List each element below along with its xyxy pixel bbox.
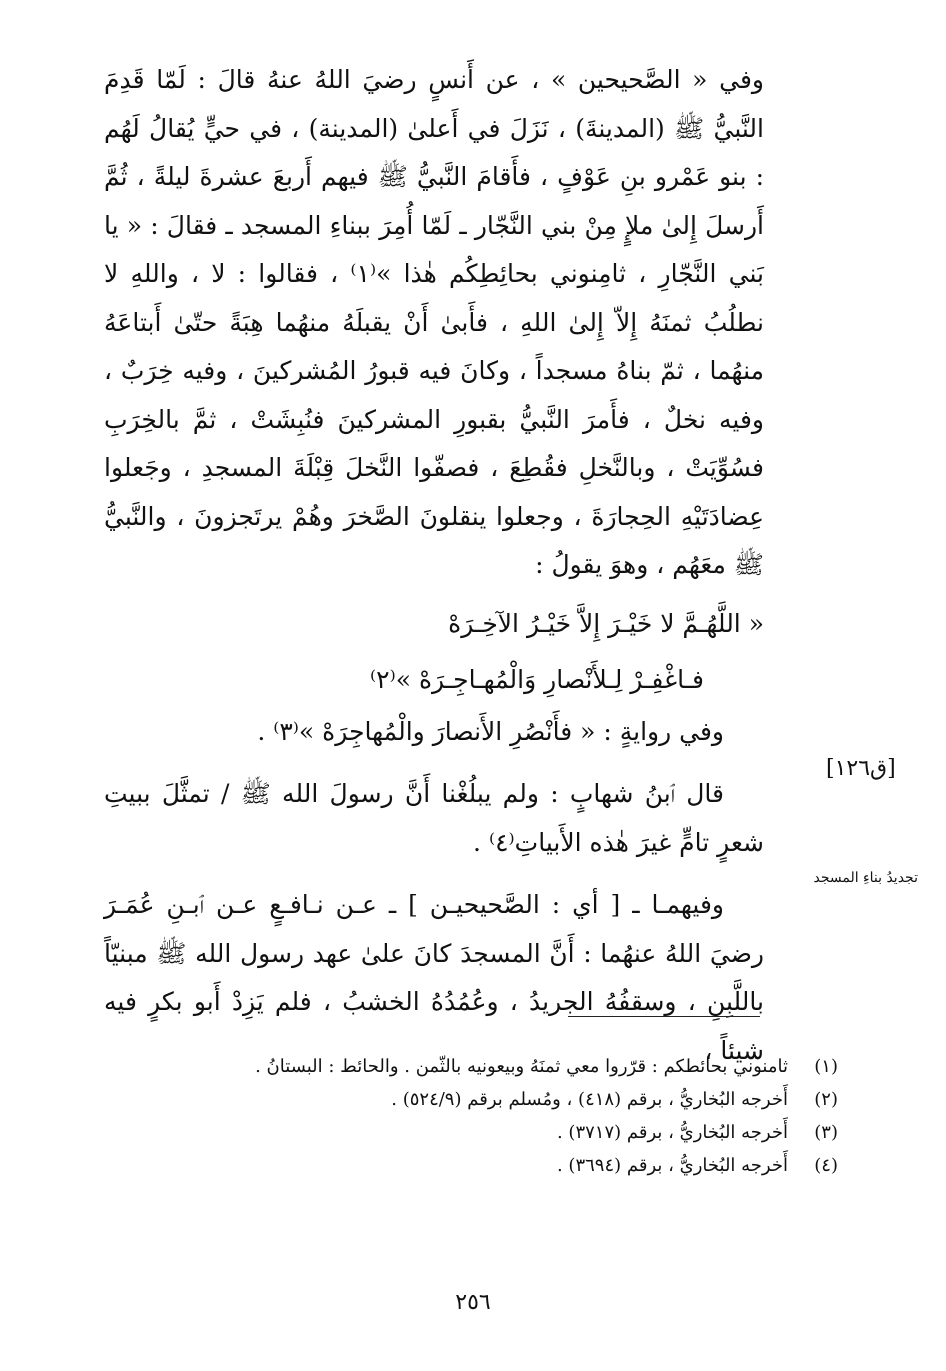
verse [104, 596, 764, 708]
footnote [158, 1116, 838, 1149]
footnote [158, 1050, 838, 1083]
verse-line-1: « اللَّهُـمَّ لا خَيْـرَ إِلاَّ خَيْـرُ الآخِـرَهْ [448, 608, 764, 638]
paragraph-anas: وفي « الصَّحيحين » ، عن أَنسٍ رضيَ اللهُ عنهُ قالَ : لَمّا قَدِمَ النَّبيُّ ﷺ (المدينةَ) ، نَزَلَ في أَعلىٰ (المدينة) ، في حيٍّ يُقالُ لَهُم : بنو عَمْرو بنِ عَوْفٍ ، فأَقامَ النَّبيُّ ﷺ فيهم أَربعَ عشرةَ ليلةً ، ثُمَّ أَرسلَ إِلىٰ ملإٍ مِنْ بني النَّجّار ـ لَمّا أُمِرَ ببناءِ المسجد ـ فقالَ : « يا بَني النَّجّارِ ، ثامِنوني بحائِطِكُم هٰذا »⁽١⁾ ، فقالوا : لا ، واللهِ لا نطلُبُ ثمنَهُ إِلاّ إِلىٰ اللهِ ، فأَبىٰ أَنْ يقبلَهُ منهُما هِبَةً حتّىٰ أَبتاعَهُ منهُما ، ثمّ بناهُ مسجداً ، وكانَ فيه قبورُ المُشركينَ ، وفيه خِرَبٌ ، وفيه نخلٌ ، فأَمرَ النَّبيُّ بقبورِ المشركينَ فنُبِشَتْ ، ثمَّ بالخِرَبِ فسُوِّيَتْ ، وبالنَّخلِ فقُطِعَ ، فصفّوا النَّخلَ قِبْلَةَ المسجدِ ، وجَعلوا عِضادَتَيْهِ الحِجارَةَ ، وجعلوا ينقلونَ الصَّخرَ وهُمْ يرتَجزونَ ، والنَّبيُّ ﷺ معَهُم ، وهوَ يقولُ : [104, 65, 764, 579]
verse-line-2: فـاغْفِـرْ لِـلأَنْصارِ وَالْمُهـاجِـرَهْ »⁽٢⁾ [370, 664, 704, 694]
footnote [158, 1083, 838, 1116]
paragraph-tajdid: وفيهمـا ـ [ أي : الصَّحيحيـن ] ـ عـن نـافـعٍ عـن ٱبـنِ عُمَـرَ رضيَ اللهُ عنهُما : أَنَّ المسجدَ كانَ علىٰ عهد رسول الله ﷺ مبنيّاً باللَّبِنِ ، وسقفُهُ الجريدُ ، وعُمُدُهُ الخشبُ ، فلم يَزِدْ أَبو بكرٍ فيه شيئاً ، [104, 890, 764, 1065]
footnote-text: أَخرجه البُخاريُّ ، برقم (٣٦٩٤) . [556, 1155, 788, 1176]
margin-reference: [ق١٢٦] [826, 756, 896, 781]
paragraph-shihab: قال ٱبنُ شهابٍ : ولم يبلُغْنا أَنَّ رسولَ الله ﷺ / تمثَّلَ ببيتِ شعرٍ تامٍّ غيرَ هٰذه الأَبياتِ⁽٤⁾ . [104, 779, 764, 857]
footnote-text: ثامنوني بحائطكم : قرّروا معي ثمنَهُ وبيعونيه بالثّمن . والحائط : البستانُ . [255, 1056, 788, 1077]
footnote-number: (٣) [814, 1122, 838, 1143]
footnote-number: (٤) [814, 1155, 838, 1176]
side-note: تجديدُ بناءِ المسجد [813, 870, 918, 886]
footnote-number: (١) [814, 1056, 838, 1077]
footnotes [158, 1050, 838, 1182]
page-number: ٢٥٦ [455, 1290, 491, 1315]
footnote-text: أَخرجه البُخاريُّ ، برقم (٤١٨) ، ومُسلم برقم (٥٢٤/٩) . [391, 1089, 788, 1110]
footnote-divider [568, 1016, 760, 1017]
footnote [158, 1149, 838, 1182]
footnote-text: أَخرجه البُخاريُّ ، برقم (٣٧١٧) . [556, 1122, 788, 1143]
footnote-number: (٢) [814, 1089, 838, 1110]
riwaya-line: وفي روايةٍ : « فأَنْصُرِ الأَنصارَ والْمُهاجِرَهْ »⁽٣⁾ . [257, 716, 724, 746]
main-text [104, 56, 764, 1075]
